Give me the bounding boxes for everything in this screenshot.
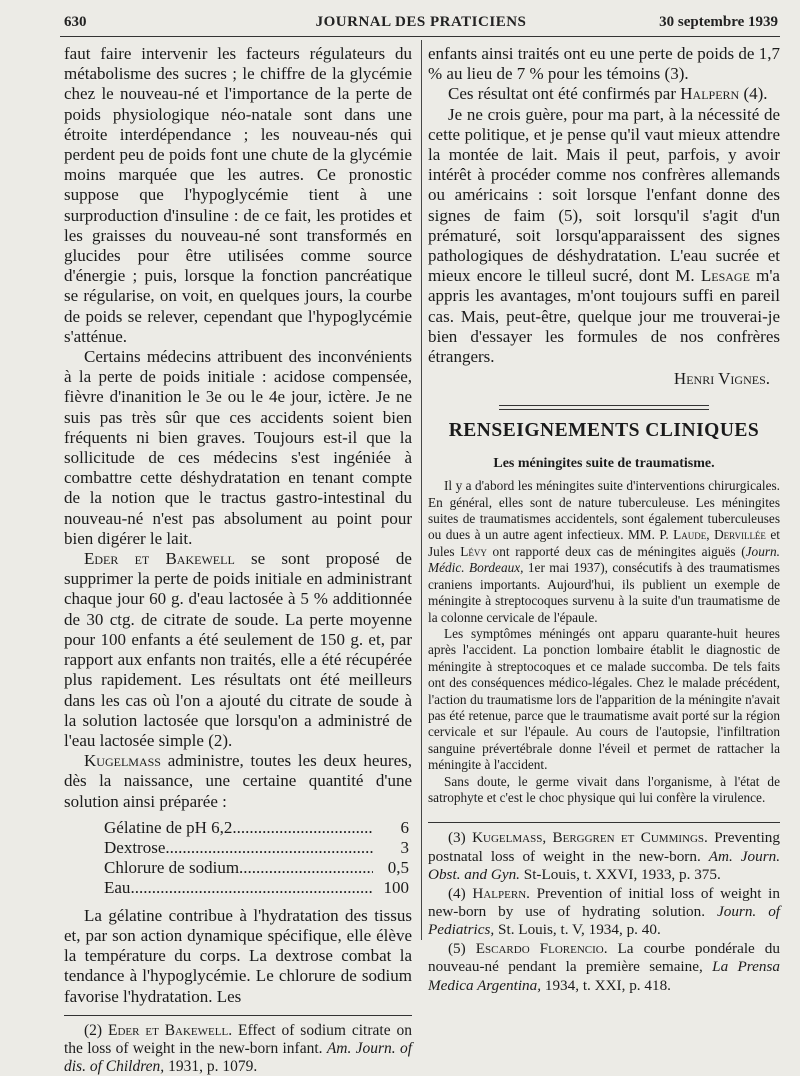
issue-date: 30 septembre 1939 bbox=[659, 14, 778, 30]
journal-title: JOURNAL DES PRATICIENS bbox=[315, 14, 527, 30]
footnote-number: (3) bbox=[448, 829, 473, 847]
left-body-end bbox=[64, 906, 412, 1007]
paragraph-text: m'a appris les avantages, m'ont toujours suffi en pareil cas. Mais, peut-être, quelque jour me trouverai-je bien d'essayer les formules de nos confrères étrangers. bbox=[428, 266, 780, 367]
formula-row bbox=[104, 818, 409, 838]
paragraph: La gélatine contribue à l'hydratation des tissus et, par son action dynamique spécifique, elle élève la température du corps. La dextrose combat la tendance à l'hypoglycémie. Le chlorure de sodium favorise l'hydratation. Les bbox=[64, 905, 412, 1006]
author-name: Eder et Bakewell bbox=[84, 549, 235, 569]
section-title: RENSEIGNEMENTS CLINIQUES bbox=[448, 420, 760, 442]
paragraph: enfants ainsi traités ont eu une perte de poids de 1,7 % au lieu de 7 % pour les témoins (3). bbox=[428, 44, 780, 84]
paragraph bbox=[428, 105, 780, 368]
author-name: Lesage bbox=[700, 266, 750, 286]
author-name: Dervillée bbox=[714, 527, 766, 543]
paragraph bbox=[428, 84, 780, 104]
formula-row bbox=[104, 878, 409, 898]
quantity: 0,5 bbox=[387, 857, 409, 877]
paragraph-text: 1er mai 1937), consécutifs à des traumatismes craniens importants. Aujourd'hui, ils publient un exemple de méningite à streptocoques survenu à la suite d'un traumatisme de la colonne cervicale de l'épaule. bbox=[428, 560, 780, 625]
footnote-journal: Am. Journ. Obst. and Gyn. bbox=[428, 847, 780, 884]
paragraph-text: ont rapporté deux cas de méningites aiguës ( bbox=[486, 543, 746, 559]
footnote-rule bbox=[428, 822, 780, 823]
formula-row bbox=[104, 838, 409, 858]
footnote-authors: Escardo Florencio bbox=[475, 939, 604, 957]
author-name: Lévy bbox=[460, 543, 487, 559]
footnote-ref: 1931, p. 1079. bbox=[164, 1057, 258, 1075]
section-body bbox=[428, 478, 780, 806]
footnote-number: (4) bbox=[448, 884, 473, 902]
header-rule bbox=[60, 36, 780, 37]
footnote-2 bbox=[64, 1022, 412, 1076]
ingredient: Dextrose bbox=[104, 837, 166, 857]
footnote-ref: 1934, t. XXI, p. 418. bbox=[541, 976, 671, 994]
right-body bbox=[428, 44, 780, 367]
ingredient: Eau bbox=[104, 877, 131, 897]
paragraph-text: se sont proposé de supprimer la perte de poids initiale en administrant chaque jour 60 g. d'eau lactosée à 5 % additionnée de 30 ctg. de citrate de soude. La perte moyenne pour 100 enfants a été seulement de 150 g. et, par rapport aux enfants non traités, elle a été récupérée plus rapidement. Les résultats ont été meilleurs dans les cas où l'on a ajouté du citrate de soude à la solution lactosée que lorsqu'on a administré de l'eau lactosée simple (2). bbox=[64, 549, 412, 750]
right-column bbox=[428, 44, 780, 995]
footnote-text: . Prevention of initial loss of weight in new-born by use of hydrating solution. bbox=[428, 884, 780, 920]
footnote-journal: La Prensa Medica Argentina, bbox=[428, 958, 780, 994]
footnote-number: (5) bbox=[448, 939, 476, 957]
formula-row bbox=[104, 858, 409, 878]
footnote-number: (2) bbox=[84, 1021, 108, 1039]
leader-dots bbox=[130, 878, 373, 898]
footnote-3 bbox=[428, 829, 780, 884]
leader-dots bbox=[165, 838, 373, 858]
quantity: 3 bbox=[400, 837, 409, 857]
footnote-ref: St-Louis, t. XXVI, 1933, p. 375. bbox=[519, 866, 721, 884]
footnote-journal: Journ. of Pediatrics, bbox=[428, 903, 781, 939]
author-name: Kugelmass bbox=[84, 751, 161, 771]
paragraph bbox=[428, 478, 780, 626]
footnote-authors: Eder et Bakewell bbox=[107, 1021, 229, 1039]
ingredient: Gélatine de pH 6,2 bbox=[104, 817, 233, 837]
paragraph bbox=[64, 751, 412, 812]
footnote-ref: St. Louis, t. V, 1934, p. 40. bbox=[494, 921, 661, 939]
footnote-authors: Halpern bbox=[472, 884, 527, 902]
paragraph-text: administre, toutes les deux heures, dès la naissance, une certaine quantité d'une solution ainsi préparée : bbox=[64, 751, 412, 811]
paragraph: Les symptômes méningés ont apparu quarante-huit heures après l'accident. La ponction lombaire établit le diagnostic de méningite à streptocoques et ce malade succomba. De tels faits ont des conséquences médico-légales. Chez le malade précédent, l'action du traumatisme lors de l'apparition de la méningite n'avait pas été retenue, parce que le traumatisme avait porté sur la région cervicale et sur l'épaule. Au cours de l'autopsie, l'infiltration sanguine prévertébrale donne l'éveil et permet de rattacher la méningite à l'accident. bbox=[428, 625, 780, 773]
paragraph-text: Je ne crois guère, pour ma part, à la nécessité de cette politique, et je pense qu'il vaut mieux attendre la montée de lait. Mais il peut, parfois, y avoir intérêt à procéder comme nos confrères allemands ou américains : soit lorsque l'enfant donne des signes de faim (5), soit lorsqu'il s'agit d'un prématuré, soit lorsqu'apparaissent des signes pathologiques de déshydratation. L'eau sucrée et mieux encore le tilleul sucré, dont M. bbox=[428, 104, 780, 286]
leader-dots bbox=[232, 818, 373, 838]
formula-table bbox=[104, 818, 409, 898]
footnote-text: . Effect of sodium citrate on the loss of weight in the new-born infant. bbox=[64, 1021, 412, 1057]
paragraph bbox=[64, 549, 412, 751]
author-name: Halpern bbox=[680, 84, 740, 104]
paragraph: faut faire intervenir les facteurs régulateurs du métabolisme des sucres ; le chiffre de la glycémie chez le nouveau-né et l'importance de la perte de poids physiologique néo-natale sont dans une étroite interdépendance ; les nouveau-nés qui perdent peu de poids font une chute de la glycémie moins marquée que les autres. Ce pronostic suppose que l'hypoglycémie tient à une surproduction d'insuline : de ce fait, les protides et les graisses du nouveau-né sont transformés en glucides pour être utilisées comme source d'énergie ; puis, lorsque la fonction pancréatique se régularise, on voit, en quelques jours, la courbe de poids se relever, cependant que l'hypoglycémie s'atténue. bbox=[64, 44, 412, 346]
footnote-rule bbox=[64, 1015, 412, 1016]
footnote-journal: Am. Journ. of dis. of Children, bbox=[64, 1039, 412, 1075]
running-header bbox=[64, 14, 778, 36]
footnote-authors: Kugelmass, Berggren et Cummings bbox=[472, 829, 705, 847]
column-divider bbox=[421, 40, 422, 940]
paragraph-text: Il y a d'abord les méningites suite d'interventions chirurgicales. En général, elles sont de nature tuberculeuse. Les méningites suites de traumatismes accidentels, sont également tuberculeuses ou dues à un autre agent infectieux. MM. P. bbox=[428, 478, 780, 543]
journal-name: Journ. Médic. Bordeaux, bbox=[428, 543, 780, 576]
footnote-text: . La courbe pondérale du nouveau-né pendant la première semaine, bbox=[428, 939, 780, 976]
paragraph-text: et Jules bbox=[428, 527, 780, 559]
paragraph: Certains médecins attribuent des inconvénients à la perte de poids initiale : acidose compensée, fièvre d'inanition le 3e ou le 4e jour, ictère. Je ne suis pas très sûr que ces accidents soient bien fréquents ni bien graves. Toujours est-il que la sollicitude de ces médecins s'est ingéniée à combattre cette déshydratation en tenant compte de la notion que le tractus gastro-intestinal du nouveau-né n'est pas absolument au point pour bien digérer le lait. bbox=[64, 347, 412, 548]
author-name: Laude bbox=[673, 527, 707, 543]
left-column bbox=[64, 44, 412, 1076]
footnote-5 bbox=[428, 940, 780, 995]
paragraph-text: , bbox=[706, 527, 715, 543]
paragraph-text: (4). bbox=[739, 84, 768, 104]
section-subtitle: Les méningites suite de traumatisme. bbox=[493, 456, 715, 472]
paragraph-text: Ces résultat ont été confirmés par bbox=[448, 84, 681, 104]
section-rule-top bbox=[499, 405, 709, 406]
quantity: 6 bbox=[400, 817, 409, 837]
section-rule-top-double bbox=[499, 409, 709, 410]
paragraph: Sans doute, le germe vivait dans l'organisme, à l'état de satrophyte et c'est le choc physique qui lui confère la virulence. bbox=[428, 773, 780, 805]
footnote-4 bbox=[428, 885, 780, 940]
signature: Henri Vignes. bbox=[673, 369, 770, 389]
ingredient: Chlorure de sodium bbox=[104, 857, 240, 877]
page-number: 630 bbox=[64, 14, 87, 30]
footnotes bbox=[428, 829, 780, 995]
quantity: 100 bbox=[383, 877, 409, 897]
footnote-text: . Preventing postnatal loss of weight in the new-born. bbox=[428, 829, 780, 865]
leader-dots bbox=[239, 858, 373, 878]
left-body bbox=[64, 44, 412, 812]
